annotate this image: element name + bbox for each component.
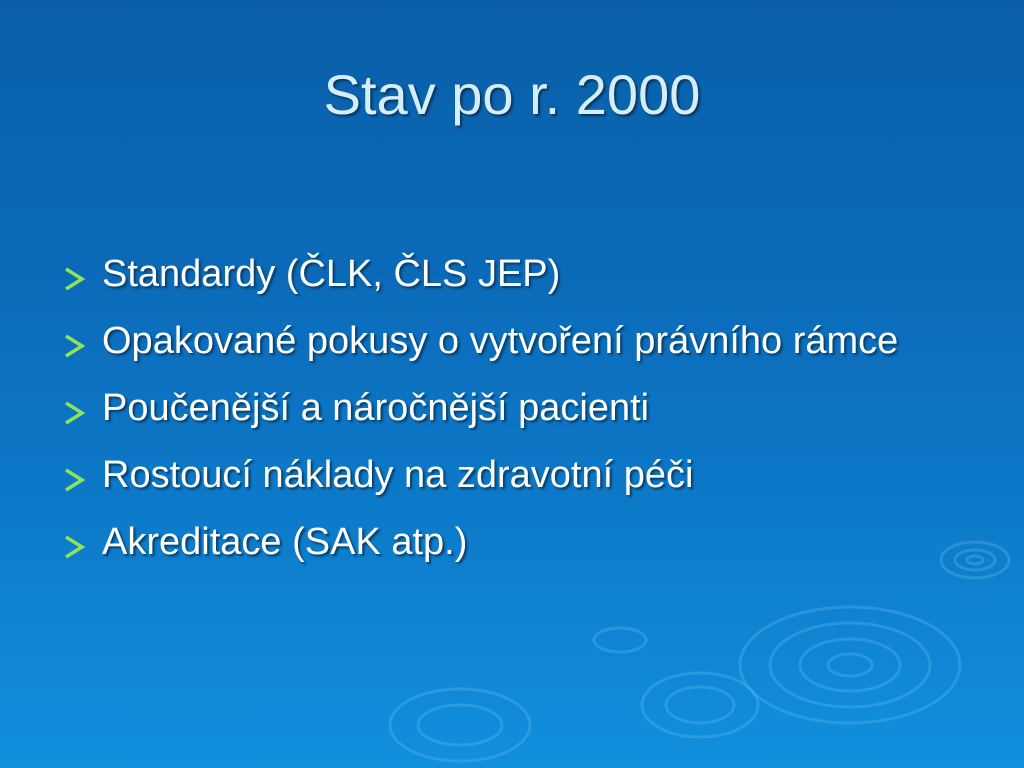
bullet-text: Poučenější a náročnější pacienti (102, 387, 650, 429)
chevron-arrow-icon (62, 400, 88, 426)
bullet-item (62, 453, 962, 498)
bullet-list (62, 252, 962, 587)
bullet-item (62, 319, 962, 364)
chevron-arrow-icon (62, 266, 88, 292)
bullet-item (62, 386, 962, 431)
chevron-arrow-icon (62, 333, 88, 359)
chevron-arrow-icon (62, 467, 88, 493)
slide-title: Stav po r. 2000 (323, 63, 701, 126)
bullet-text: Opakované pokusy o vytvoření právního rámce (102, 320, 899, 362)
chevron-arrow-icon (62, 534, 88, 560)
bullet-text: Akreditace (SAK atp.) (102, 521, 468, 563)
bullet-item (62, 520, 962, 565)
bullet-text: Standardy (ČLK, ČLS JEP) (102, 253, 561, 295)
bullet-item (62, 252, 962, 297)
bullet-text: Rostoucí náklady na zdravotní péči (102, 454, 694, 496)
